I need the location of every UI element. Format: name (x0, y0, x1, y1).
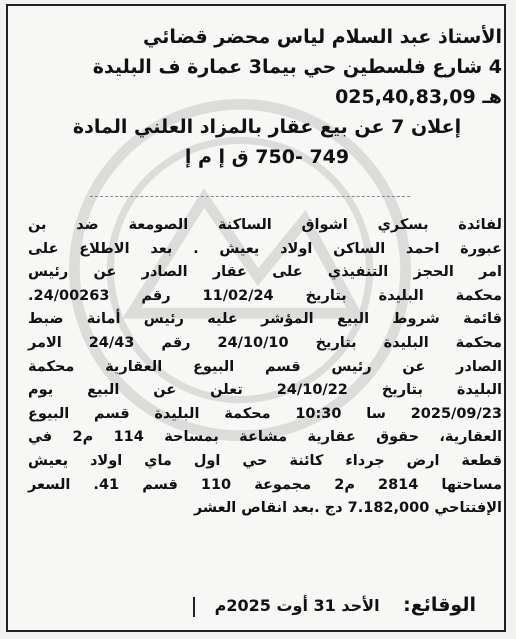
body-line: مساحتها 2814 م2 مجموعة 110 قسم 41. السعر (28, 476, 502, 493)
bailiff-name: الأستاذ عبد السلام لياس محضر قضائي (143, 26, 502, 48)
notice-body (28, 214, 502, 521)
body-line: الإفتتاحي 7.182,000 دج .بعد انقاص العشر (193, 500, 502, 517)
body-line: 2025/09/23 سا 10:30 محكمة البليدة قسم البيوع (28, 405, 502, 422)
notice-title: إعلان 7 عن بيع عقار بالمزاد العلني المادة (72, 116, 462, 138)
body-line: قطعة ارض جرداء كائنة حي اول ماي اولاد يعيش (28, 452, 502, 469)
bailiff-phone: هـ 025,40,83,09 (335, 86, 502, 108)
publication-footer (56, 592, 476, 619)
body-line: لفائدة بسكري اشواق الساكنة الصومعة ضد بن (28, 217, 502, 233)
body-line: محكمة البليدة بتاريخ 24/10/10 رقم 24/43 الامر (28, 334, 502, 351)
publication-date: الأحد 31 أوت 2025م (214, 596, 380, 615)
body-line: العقارية، حقوق عقارية مشاعة بمساحة 114 م2 في (28, 429, 502, 446)
body-line: قائمة شروط البيع المؤشر عليه رئيس أمانة ضبط (28, 311, 502, 328)
header-divider (90, 196, 410, 197)
notice-articles: 749 -750 ق إ م إ (184, 146, 350, 168)
body-line: الصادر عن رئيس قسم البيوع العقارية محكمة (28, 358, 502, 375)
body-line: عبورة احمد الساكن اولاد يعيش . بعد الاطلاع على (28, 240, 502, 257)
bailiff-address: 4 شارع فلسطين حي بيما3 عمارة ف البليدة (92, 56, 502, 78)
newspaper-label: الوقائع: (403, 594, 476, 616)
body-line: امر الحجز التنفيذي على عقار الصادر عن رئيس (28, 264, 502, 281)
body-line: البليدة بتاريخ 24/10/22 تعلن عن البيع يوم (28, 382, 502, 399)
body-line: محكمة البليدة بتاريخ 11/02/24 رقم 24/00263. (28, 287, 502, 304)
footer-bar (193, 597, 195, 617)
notice-header (32, 22, 502, 172)
